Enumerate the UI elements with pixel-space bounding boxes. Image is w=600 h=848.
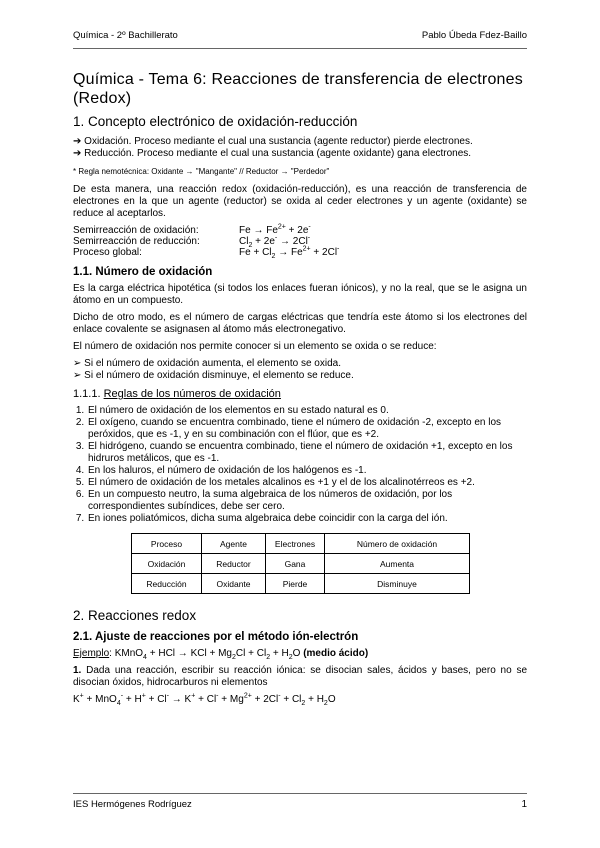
global-label: Proceso global:: [73, 247, 142, 258]
oxidation-bullets: [73, 358, 527, 382]
semireactions: [73, 225, 527, 258]
table-cell: Gana: [266, 554, 325, 574]
list-item: 1. El número de oxidación de los elementos en su estado natural es 0.: [87, 405, 527, 417]
page-title: Química - Tema 6: Reacciones de transferencia de electrones (Redox): [73, 71, 523, 107]
example-equation: Ejemplo: KMnO$_4$ + HCl → KCl + $Mg_2Cl + Cl_2 + H_2O$ (medio ácido): [73, 648, 369, 661]
global-equation: $Fe + Cl_2 \to Fe^{2+} + 2Cl^-$: [239, 245, 340, 260]
table-row: [132, 574, 470, 594]
page-content: [73, 70, 527, 711]
list-item: ➢ Si el número de oxidación aumenta, el elemento se oxida.: [73, 358, 341, 369]
table-cell: Reductor: [202, 554, 266, 574]
list-item: 5. El número de oxidación de los metales alcalinos es +1 y el de los alcalinotérreos es +2.: [87, 477, 527, 489]
semi-red-equation: $Cl_2 + 2e^- \to 2Cl^-$: [239, 234, 311, 249]
header-divider: [73, 48, 527, 49]
bullet-icon: ➢: [73, 370, 82, 381]
section-1-1-1-heading: 1.1.1. Reglas de los números de oxidación: [73, 388, 281, 400]
list-item: 7. En iones poliatómicos, dicha suma algebraica debe coincidir con la carga del ión.: [87, 513, 527, 525]
semi-ox-equation: $Fe \to Fe^{2+} + 2e^-$: [239, 223, 311, 236]
oxidation-number-alt: Dicho de otro modo, es el número de cargas eléctricas que tendría este átomo si los electrones del enlace covalente se asignasen al átomo más electronegativo.: [73, 312, 527, 335]
footer-divider: [73, 793, 527, 794]
table-header-cell: Número de oxidación: [325, 534, 470, 554]
header-subject: Química - 2º Bachillerato: [73, 30, 178, 41]
table-cell: Reducción: [132, 574, 202, 594]
table-cell: Oxidante: [202, 574, 266, 594]
section-2-heading: 2. Reacciones redox: [73, 608, 197, 623]
redox-intro: De esta manera, una reacción redox (oxidación-reducción), es una reacción de transferencia de electrones en la que un agente (reductor) se oxida al ceder electrones y un agente (oxidante) se reduce al aceptarlos.: [73, 184, 527, 219]
list-item: 4. En los haluros, el número de oxidación de los halógenos es -1.: [87, 465, 527, 477]
table-row: [132, 554, 470, 574]
table-header-row: [132, 534, 470, 554]
section-1-1-heading: 1.1. Número de oxidación: [73, 266, 213, 278]
list-item: 6. En un compuesto neutro, la suma algebraica de los números de oxidación, por los correspondientes subíndices, debe ser cero.: [87, 489, 527, 513]
arrow-icon: ➔: [73, 136, 82, 147]
list-item: 3. El hidrógeno, cuando se encuentra combinado, tiene el número de oxidación +1, excepto en los hidruros metálicos, que es -1.: [87, 441, 527, 465]
oxidation-rules-list: [73, 405, 527, 525]
table-cell: Aumenta: [325, 554, 470, 574]
table-cell: Oxidación: [132, 554, 202, 574]
mnemonic-rule: * Regla nemotécnica: Oxidante → "Mangante" // Reductor → "Perdedor": [73, 167, 330, 176]
bullet-icon: ➢: [73, 358, 82, 369]
footer-school: IES Hermógenes Rodríguez: [73, 799, 192, 810]
semi-red-label: Semirreacción de reducción:: [73, 236, 200, 247]
table-cell: Disminuye: [325, 574, 470, 594]
table-header-cell: Agente: [202, 534, 266, 554]
section-2-1-heading: 2.1. Ajuste de reacciones por el método ión-electrón: [73, 631, 359, 643]
table-header-cell: Electrones: [266, 534, 325, 554]
ionic-equation: $K^+ + MnO_4^- + H^+ + Cl^- \to K^+ + Cl^- + Mg^{2+} + 2Cl^- + Cl_2 + H_2O$: [73, 692, 336, 707]
list-item: 2. El oxígeno, cuando se encuentra combinado, tiene el número de oxidación -2, excepto en los peróxidos, que es -1, y en su combinación con el flúor, que es +2.: [87, 417, 527, 441]
table-header-cell: Proceso: [132, 534, 202, 554]
page-number: 1: [521, 799, 527, 810]
list-item: ➢ Si el número de oxidación disminuye, el elemento se reduce.: [73, 370, 354, 381]
section-1-heading: 1. Concepto electrónico de oxidación-reducción: [73, 114, 358, 129]
table-cell: Pierde: [266, 574, 325, 594]
header-author: Pablo Úbeda Fdez-Baillo: [421, 30, 527, 41]
oxidation-number-use: El número de oxidación nos permite conocer si un elemento se oxida o se reduce:: [73, 341, 437, 352]
oxidation-definition: ➔ Oxidación. Proceso mediante el cual una sustancia (agente reductor) pierde electrones.: [73, 136, 473, 147]
arrow-icon: ➔: [73, 148, 82, 159]
semi-ox-label: Semirreacción de oxidación:: [73, 225, 199, 236]
redox-summary-table: [131, 533, 470, 594]
step-1: 1. Dada una reacción, escribir su reacción iónica: se disocian sales, ácidos y bases, pero no se disocian óxidos, hidrocarburos ni elementos: [73, 665, 528, 688]
oxidation-number-def: Es la carga eléctrica hipotética (si todos los enlaces fueran iónicos), y no la real, que se le asigna un átomo en un compuesto.: [73, 283, 527, 306]
reduction-definition: ➔ Reducción. Proceso mediante el cual una sustancia (agente oxidante) gana electrones.: [73, 148, 472, 159]
